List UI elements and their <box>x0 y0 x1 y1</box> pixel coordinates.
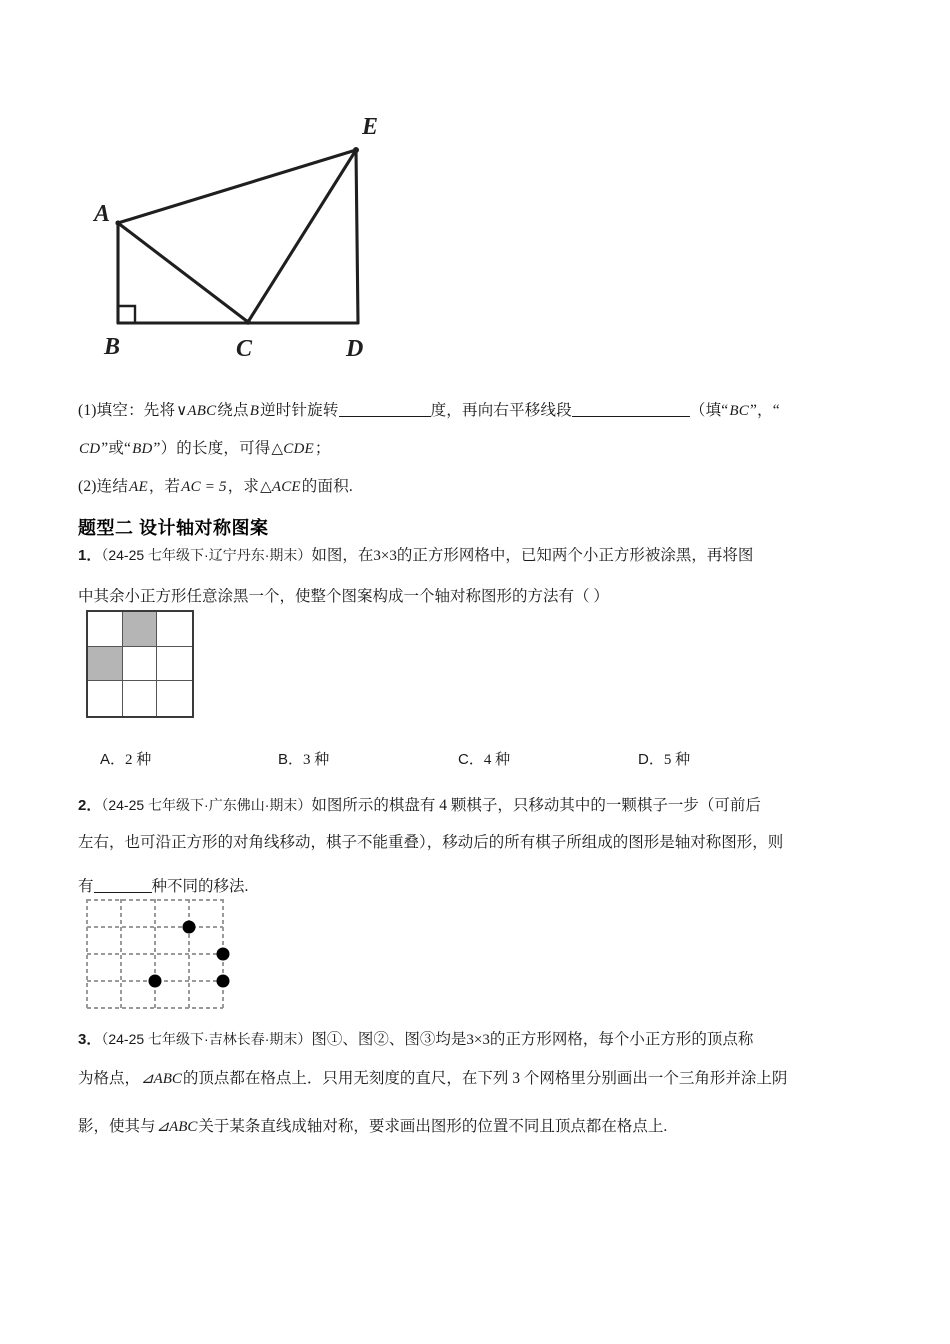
part1-triangle-cde: △CDE <box>271 441 314 457</box>
part2-lead: (2)连结 <box>78 478 129 495</box>
part2-ae: AE <box>129 479 148 495</box>
option-d-text: 5 种 <box>663 752 691 768</box>
grid-cell-r3c3[interactable] <box>157 681 192 716</box>
label-A: A <box>94 201 111 227</box>
answer-blank-count[interactable] <box>94 892 152 893</box>
grid-cell-r3c2[interactable] <box>123 681 158 716</box>
problem-2-source: （24-25 七年级下·广东佛山·期末） <box>101 797 312 813</box>
part2-triangle-ace: △ACE <box>260 479 301 495</box>
problem-3 <box>78 1024 878 1151</box>
segment-AC <box>118 223 248 322</box>
part1-point-b: B <box>249 403 260 419</box>
option-b-text: 3 种 <box>303 752 330 768</box>
problem-1 <box>78 540 878 623</box>
part2-mid2: ，求 <box>227 478 260 495</box>
part2-mid: ，若 <box>148 478 181 495</box>
option-b-key: B． <box>278 751 304 768</box>
problem-2-line-1 <box>78 790 878 821</box>
grid-cell-r3c1[interactable] <box>88 681 123 716</box>
label-D: D <box>346 336 364 362</box>
vertex-dot-A <box>115 220 120 225</box>
option-a-key: A． <box>100 751 126 768</box>
problem-1-line-1 <box>78 540 878 571</box>
chess-piece-3 <box>149 975 162 988</box>
part1-paren-open: （填“ <box>689 402 729 419</box>
problem-1-text-a: 如图，在 <box>311 547 374 564</box>
part2-ac-equation: AC = 5 <box>181 479 227 495</box>
part1-close: ”）的长度，可得 <box>153 440 271 457</box>
problem-3-source: （24-25 七年级下·吉林长春·期末） <box>101 1031 312 1047</box>
problem-3-line-3 <box>78 1103 878 1151</box>
problem-3-grid-size: 3×3 <box>466 1032 490 1048</box>
problem-3-line-1 <box>78 1024 878 1055</box>
part1-line2 <box>78 430 878 468</box>
segment-ED <box>356 150 358 323</box>
option-a[interactable] <box>100 748 151 769</box>
part1-lead: (1)填空：先将 <box>78 402 176 419</box>
problem-1-number: 1． <box>78 547 102 564</box>
problem-2-text-1: 如图所示的棋盘有 4 颗棋子，只移动其中的一颗棋子一步（可前后 <box>311 797 761 814</box>
grid-cell-r2c2[interactable] <box>123 647 158 682</box>
option-d-key: D． <box>638 751 664 768</box>
answer-blank-degree[interactable] <box>339 416 431 417</box>
part1-or: ”或“ <box>101 440 132 457</box>
option-a-text: 2 种 <box>125 752 152 768</box>
part1-line1 <box>78 392 878 430</box>
label-B: B <box>104 334 121 360</box>
part1-comma1: ”，“ <box>749 402 780 419</box>
shaded-3x3-grid[interactable] <box>86 610 194 718</box>
grid-cell-r1c3[interactable] <box>157 612 192 647</box>
part1-bd: BD <box>132 441 153 457</box>
option-d[interactable] <box>638 748 690 769</box>
chess-piece-4 <box>217 975 230 988</box>
part1-cd: CD <box>79 441 101 457</box>
problem-1-line-2: 中其余小正方形任意涂黑一个，使整个图案构成一个轴对称图形的方法有（ ） <box>78 588 609 605</box>
problem-2-number: 2． <box>78 797 102 814</box>
problem-3-triangle-abc-2: ⊿ABC <box>156 1119 198 1135</box>
vertex-dot-E <box>353 147 359 153</box>
problem-3-text-1a: 图①、图②、图③均是 <box>311 1031 467 1048</box>
problem-3-text-1c: 的正方形网格，每个小正方形的顶点称 <box>489 1031 754 1048</box>
option-b[interactable] <box>278 748 329 769</box>
problem-2 <box>78 790 878 909</box>
section-heading: 题型二 设计轴对称图案 <box>78 518 269 538</box>
part2-line1 <box>78 468 878 506</box>
part1-triangle-abc: ∨ABC <box>176 403 217 419</box>
part1-mid1: 绕点 <box>217 402 249 419</box>
vertex-dot-C <box>245 319 251 325</box>
problem-1-grid-size: 3×3 <box>373 548 397 564</box>
part1-deg: 度，再向右平移线段 <box>430 402 572 419</box>
problem-2-line-2: 左右，也可沿正方形的对角线移动，棋子不能重叠），移动后的所有棋子所组成的图形是轴对称图形，则 <box>78 834 784 851</box>
answer-blank-segment[interactable] <box>572 416 690 417</box>
segment-CE <box>248 150 356 322</box>
segment-AE <box>118 150 356 223</box>
option-c-key: C． <box>458 751 484 768</box>
problem-2-text-3b: 种不同的移法. <box>151 878 249 895</box>
grid-cell-r2c1[interactable] <box>88 647 123 682</box>
question-parts <box>78 392 878 506</box>
problem-3-text-2a: 为格点， <box>78 1070 141 1087</box>
grid-cell-r2c3[interactable] <box>157 647 192 682</box>
label-C: C <box>236 336 253 362</box>
option-c[interactable] <box>458 748 510 769</box>
problem-3-text-3a: 影，使其与 <box>78 1118 156 1135</box>
chess-grid-4x4[interactable] <box>82 896 232 1011</box>
geometry-svg <box>88 108 428 373</box>
right-angle-mark-B <box>118 306 135 323</box>
problem-3-number: 3． <box>78 1031 102 1048</box>
figure-triangle-abcde <box>88 108 428 373</box>
problem-3-line-2 <box>78 1055 878 1103</box>
grid-cell-r1c1[interactable] <box>88 612 123 647</box>
chess-piece-2 <box>217 948 230 961</box>
problem-1-source: （24-25 七年级下·辽宁丹东·期末） <box>101 547 312 563</box>
part1-bc: BC <box>729 403 749 419</box>
part1-mid2: 逆时针旋转 <box>260 402 339 419</box>
label-E: E <box>362 114 379 140</box>
part2-tail: 的面积. <box>301 478 353 495</box>
option-c-text: 4 种 <box>483 752 511 768</box>
chess-grid-svg <box>82 896 232 1011</box>
problem-3-text-2c: 的顶点都在格点上．只用无刻度的直尺，在下列 3 个网格里分别画出一个三角形并涂上阴 <box>182 1070 788 1087</box>
chess-piece-1 <box>183 921 196 934</box>
problem-3-text-3c: 关于某条直线成轴对称，要求画出图形的位置不同且顶点都在格点上. <box>198 1118 668 1135</box>
grid-cell-r1c2[interactable] <box>123 612 158 647</box>
problem-1-text-c: 的正方形网格中，已知两个小正方形被涂黑，再将图 <box>396 547 754 564</box>
problem-2-text-3a: 有 <box>78 878 94 895</box>
part1-semicolon: ； <box>314 440 331 457</box>
problem-3-triangle-abc-1: ⊿ABC <box>141 1071 182 1087</box>
